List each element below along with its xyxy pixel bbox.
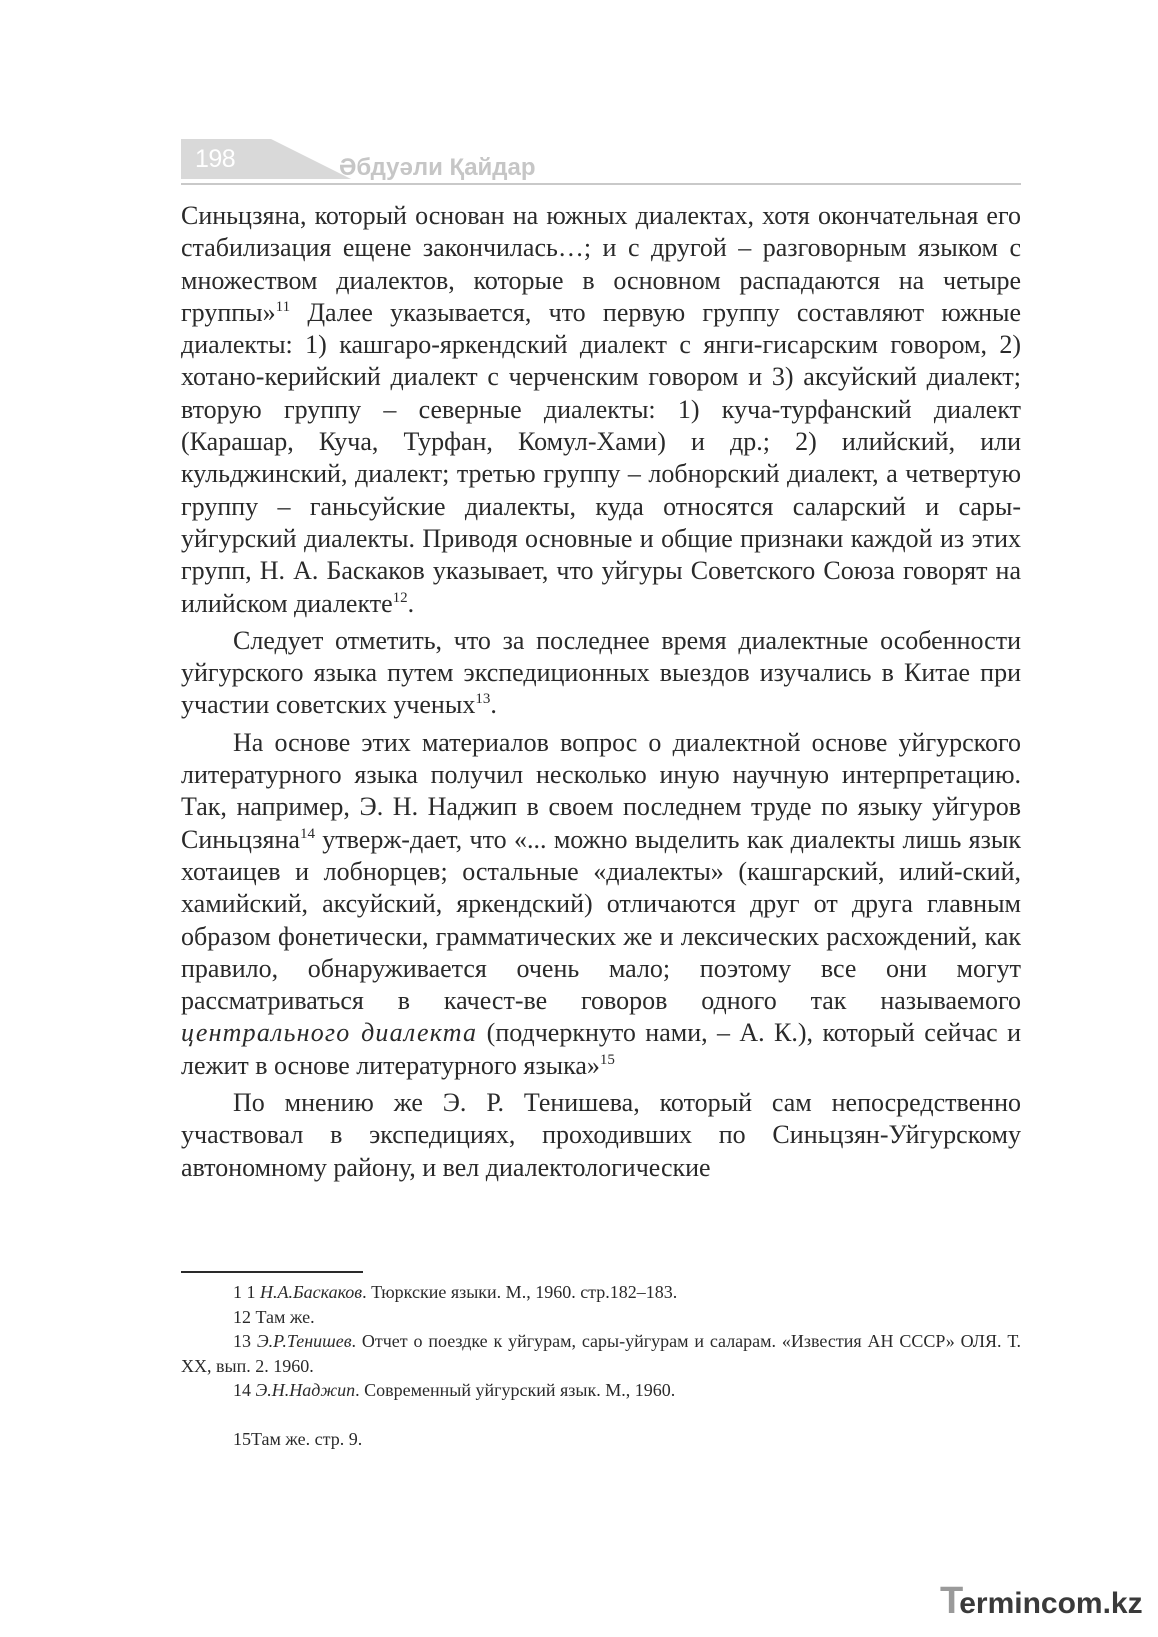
page-number: 198: [195, 145, 236, 173]
footnote-ref-15: 15: [599, 1051, 615, 1068]
footnote-15: [181, 1427, 1021, 1452]
footnote-ref-12: 12: [392, 589, 408, 606]
footnote-12: [181, 1305, 1021, 1330]
paragraph-2: [181, 625, 1021, 722]
footnote-13: [181, 1329, 1021, 1378]
footnote-author: Э.Н.Наджип: [255, 1380, 356, 1400]
paragraph-1-text-b: Далее указывается, что первую группу составляют южные диалекты: 1) кашгаро-яркендский диалект с янги-гисарским говором, 2) хотано-керийский диалект с черченским говором и 3) аксуйский диалект; вторую группу – северные диалекты: 1) куча-турфанский диалект (Карашар, Куча, Турфан, Комул-Хами) и др.; 2) илийский, или кульджинский, диалект; третью группу – лобнорский диалект, а четвертую группу – ганьсуйские диалекты, куда относятся саларский и сары-уйгурский диалекты. Приводя основные и общие признаки каждой из этих групп, Н. А. Баскаков указывает, что уйгуры Советского Союза говорят на илийском диалекте: [181, 297, 1021, 618]
footnote-text: Там же.: [255, 1306, 315, 1327]
footnote-ref-13: 13: [475, 691, 491, 708]
footnotes: [181, 1280, 1021, 1451]
watermark-text: ermincom.kz: [959, 1587, 1143, 1620]
footnote-text: . Тюркские языки. М., 1960. стр.182–183.: [362, 1282, 678, 1302]
footnote-text: . Отчет о поездке к уйгурам, сары-уйгурам и саларам. «Известия АН СССР» ОЛЯ. Т. XX, вып. 2. 1960.: [181, 1331, 1022, 1376]
termincom-watermark: [940, 1580, 1150, 1624]
emphasis-central-dialect: центрального диалекта: [181, 1018, 478, 1048]
body-text: [181, 200, 1021, 1189]
footnote-number: 12: [233, 1306, 251, 1327]
footnote-text: . Современный уйгурский язык. М., 1960.: [355, 1380, 676, 1400]
footnote-ref-14: 14: [299, 825, 315, 842]
footnote-ref-11: 11: [275, 298, 291, 315]
paragraph-1-text-a: Синьцзяна, который основан на южных диалектах, хотя окончательная его стабилизация ещене закончилась…; и с другой – разговорным языком с множеством диалектов, которые в основном распадаются на четыре группы»: [181, 201, 1021, 327]
footnote-author: Э.Р.Тенишев: [256, 1331, 352, 1351]
header-rule: [181, 183, 1021, 185]
running-title: Әбдуәли Қайдар: [339, 154, 536, 181]
paragraph-3: [181, 727, 1021, 1082]
paragraph-1: [181, 200, 1021, 620]
paragraph-3-text-a: На основе этих материалов вопрос о диалектной основе уйгурского литературного языка получил несколько иную научную интерпретацию. Так, например, Э. Н. Наджип в своем последнем труде по языку уйгуров Синьцзяна: [181, 727, 1021, 854]
footnote-number: 14: [233, 1380, 251, 1400]
footnote-rule: [181, 1271, 363, 1273]
paragraph-3-text-c: (подчеркнуто нами, – А. К.), который сейчас и лежит в основе литературного языка»: [181, 1018, 1021, 1080]
watermark-t-letter: T: [940, 1580, 964, 1622]
footnote-author: Н.А.Баскаков: [260, 1282, 363, 1302]
footnote-14: [181, 1378, 1021, 1403]
footnote-number: 15: [233, 1428, 251, 1449]
paragraph-4: По мнению же Э. Р. Тенишева, который сам непосредственно участвовал в экспедициях, проходивших по Синьцзян-Уйгурскому автономному району, и вел диалектологические: [181, 1088, 1021, 1182]
footnote-11: [181, 1280, 1021, 1305]
footnote-number: 1 1: [233, 1282, 256, 1302]
paragraph-2-text-a: Следует отметить, что за последнее время диалектные особенности уйгурского языка путем экспедиционных выездов изучались в Китае при участии советских ученых: [181, 625, 1021, 720]
paragraph-3-text-b: утверж-дает, что «... можно выделить как диалекты лишь язык хотаицев и лобнорцев; остальные «диалекты» (кашгарский, илий-ский, хамийский, аксуйский, яркендский) отличаются друг от друга главным образом фонетически, грамматических же и лексических расхождений, как правило, обнаруживается очень мало; поэтому все они могут рассматриваться в качест-ве говоров одного так называемого: [181, 824, 1021, 1016]
paragraph-1-text-c: .: [407, 588, 415, 618]
page-header: [181, 139, 1021, 187]
footnote-number: 13: [233, 1331, 251, 1351]
footnote-text: Там же. стр. 9.: [251, 1428, 363, 1449]
paragraph-2-text-b: .: [490, 690, 497, 720]
